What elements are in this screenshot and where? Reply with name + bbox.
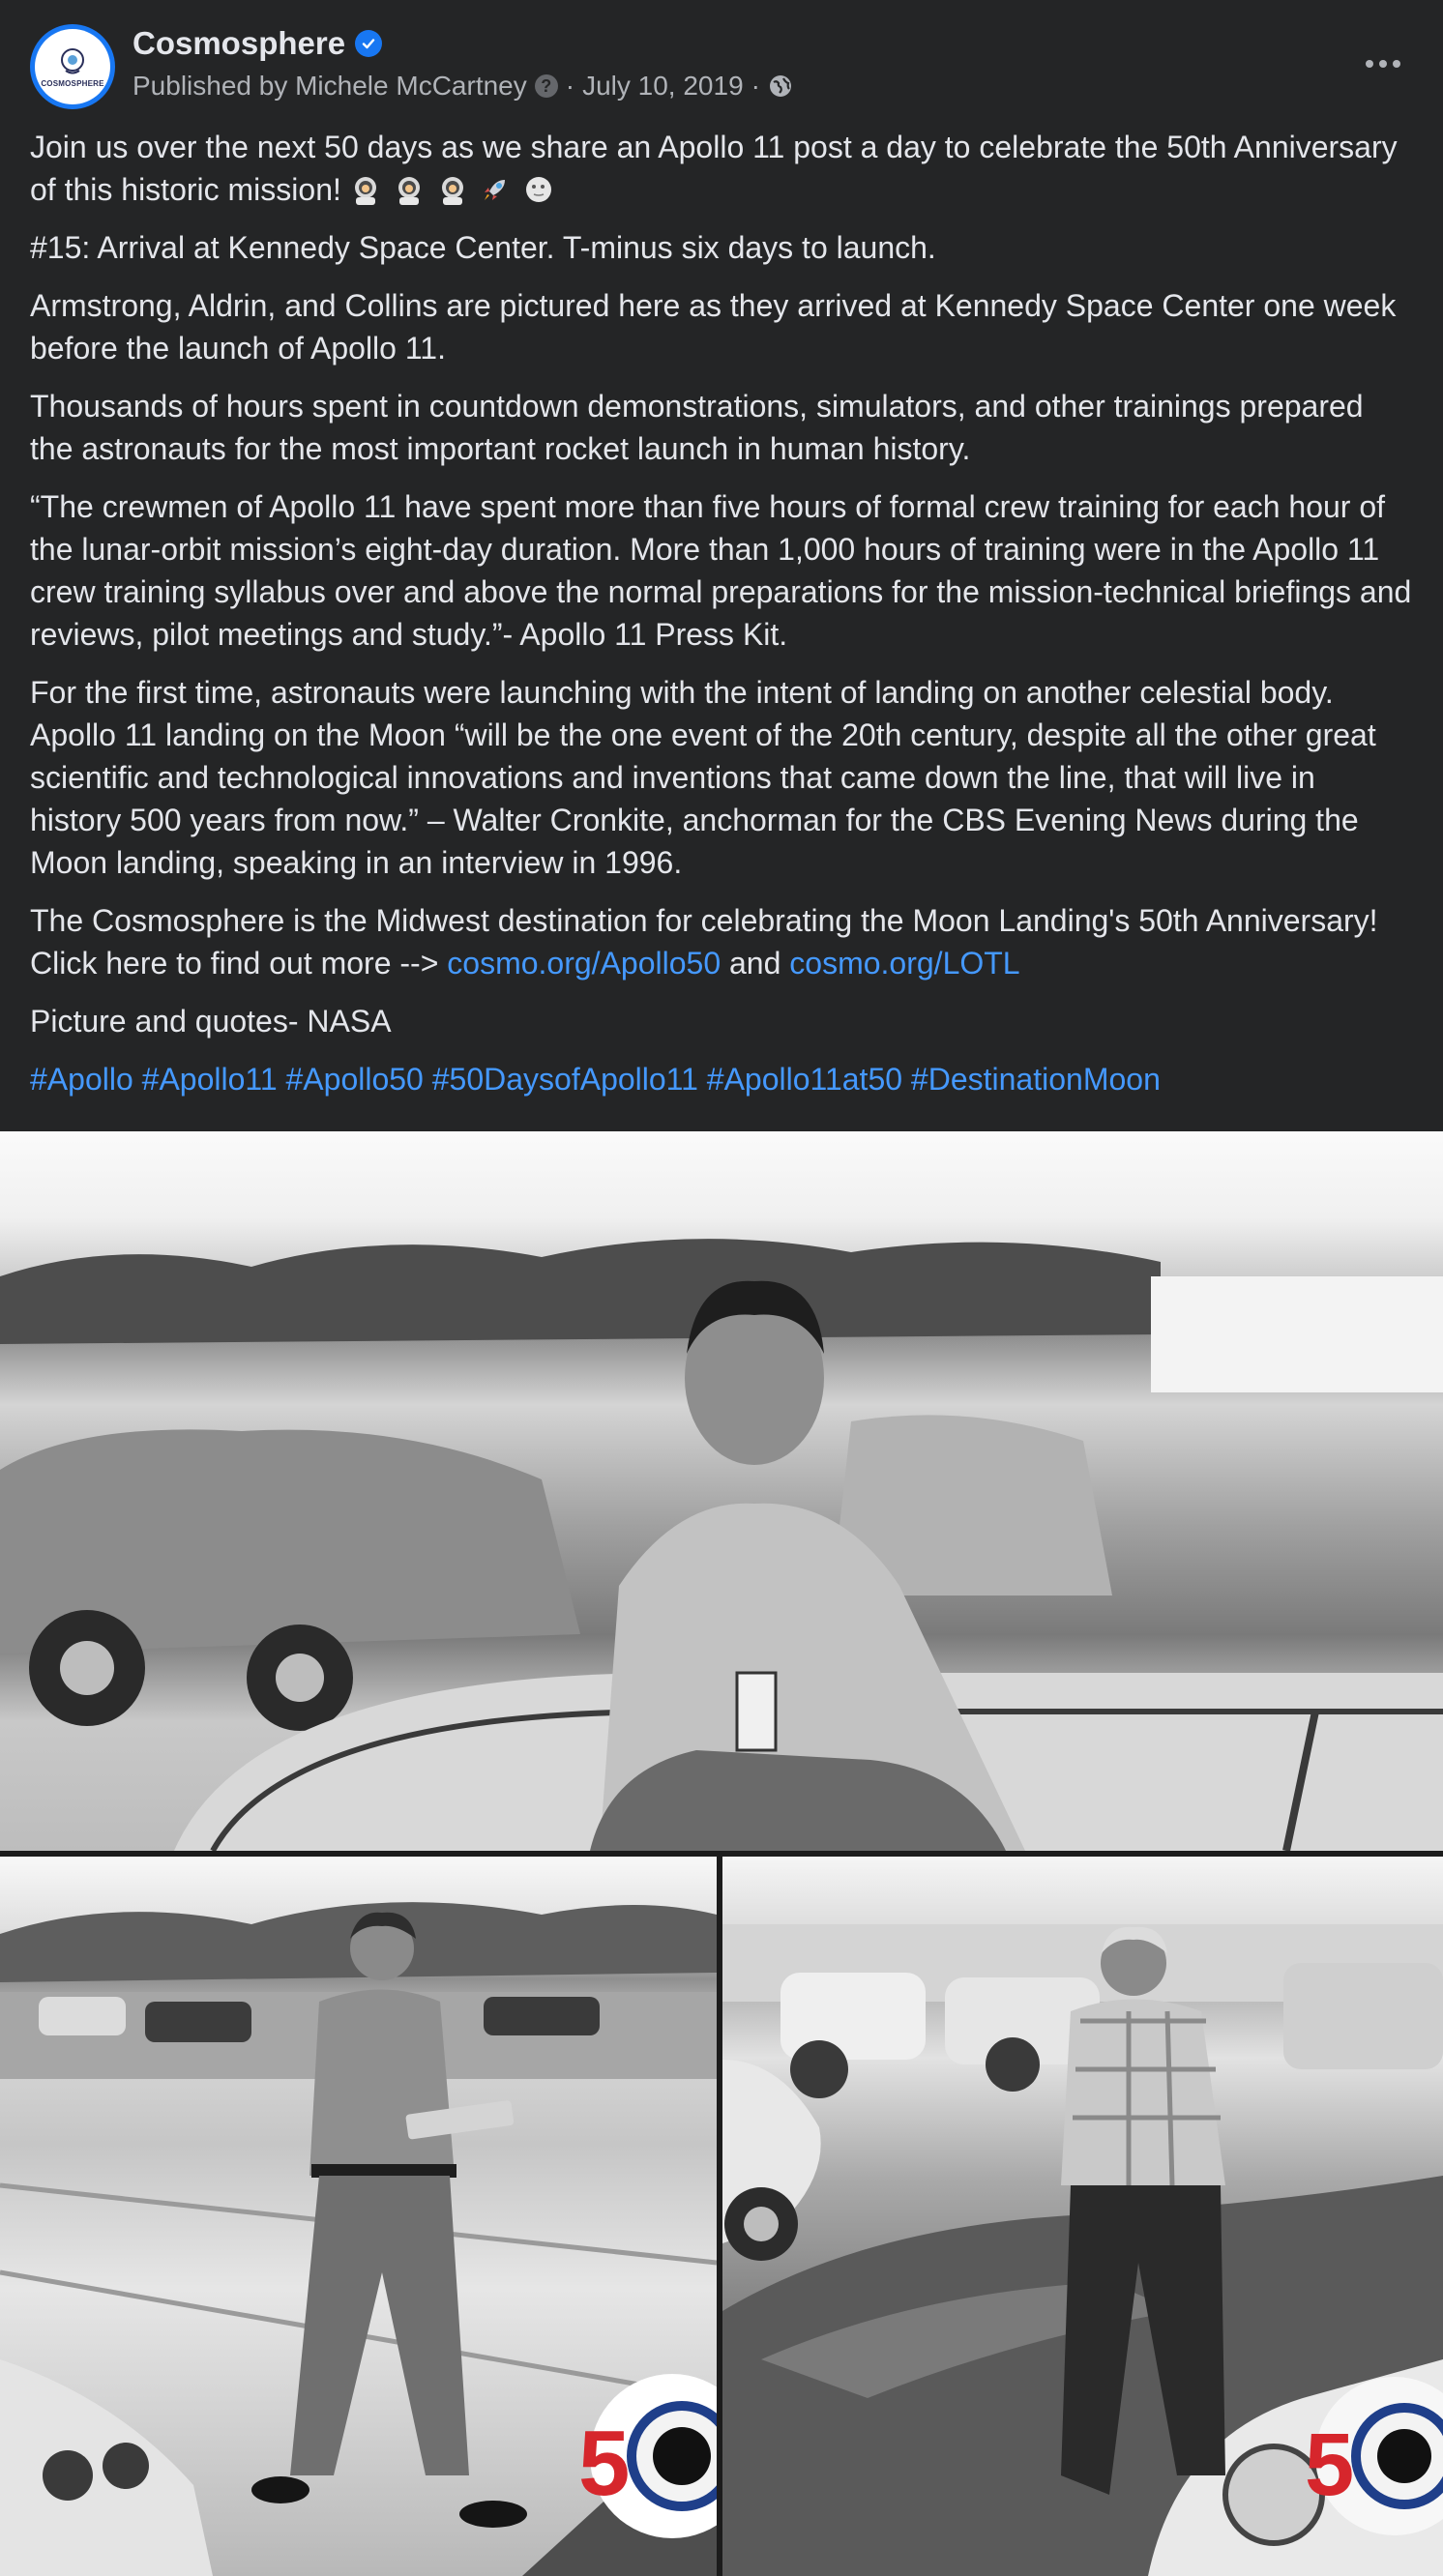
- paragraph-6: For the first time, astronauts were launching with the intent of landing on another celestial body. Apollo 11 landing on the Moon “will be the one event of the 20th century, despite all the other great scientific and technological innovations and inventions that came down the line, that will live in history 500 years from now.” – Walter Cronkite, anchorman for the CBS Evening News during the Moon landing, speaking in an interview in 1996.: [30, 675, 1376, 880]
- post-message: [30, 126, 1413, 1116]
- lotl-link[interactable]: cosmo.org/LOTL: [789, 946, 1020, 981]
- meta-separator-2: ·: [751, 71, 760, 101]
- paragraph-7-prefix: The Cosmosphere is the Midwest destination for celebrating the Moon Landing's 50th Anniversary! Click here to find out more -->: [30, 903, 1378, 981]
- avatar-wordmark: COSMOSPHERE: [41, 79, 104, 88]
- intro-text: Join us over the next 50 days as we share an Apollo 11 post a day to celebrate the 50th Anniversary of this historic mission!: [30, 130, 1398, 207]
- hashtag-apollo11[interactable]: #Apollo11: [141, 1062, 278, 1097]
- aldrin-photo-image: [722, 1857, 1443, 2576]
- emoji-row: [350, 172, 559, 207]
- paragraph-7: [30, 899, 1413, 984]
- cosmosphere-logo-icon: [56, 45, 89, 78]
- hashtag-apollo50[interactable]: #Apollo50: [285, 1062, 424, 1097]
- photo-collins[interactable]: [0, 1131, 1443, 1851]
- avatar-logo: [35, 29, 110, 104]
- post-meta: [133, 71, 793, 102]
- post-date-link[interactable]: July 10, 2019: [582, 71, 744, 101]
- paragraph-3: Armstrong, Aldrin, and Collins are pictured here as they arrived at Kennedy Space Center one week before the launch of Apollo 11.: [30, 288, 1397, 366]
- anniversary-five-label: 5: [1305, 2415, 1355, 2514]
- paragraph-intro: [30, 126, 1413, 211]
- hashtags-row: [30, 1058, 1413, 1100]
- hashtag-destinationmoon[interactable]: #DestinationMoon: [910, 1062, 1161, 1097]
- post-header: [0, 0, 1443, 126]
- page-avatar[interactable]: [30, 24, 115, 109]
- photo-aldrin[interactable]: [722, 1857, 1443, 2576]
- rocket-emoji-icon: [480, 174, 511, 205]
- paragraph-4: Thousands of hours spent in countdown demonstrations, simulators, and other trainings prepared the astronauts for the most important rocket launch in human history.: [30, 389, 1364, 466]
- hashtag-50daysofapollo11[interactable]: #50DaysofApollo11: [431, 1062, 698, 1097]
- dot-icon: [1379, 60, 1387, 68]
- question-mark-icon[interactable]: ?: [535, 74, 558, 98]
- collins-photo-image: [0, 1131, 1443, 1851]
- hashtag-apollo11at50[interactable]: #Apollo11at50: [706, 1062, 903, 1097]
- astronaut-emoji-icon: [350, 174, 381, 205]
- photo-armstrong[interactable]: [0, 1857, 717, 2576]
- apollo50-link[interactable]: cosmo.org/Apollo50: [447, 946, 722, 981]
- anniversary-five-label: 5: [578, 2412, 631, 2515]
- dot-icon: [1393, 60, 1400, 68]
- paragraph-2: #15: Arrival at Kennedy Space Center. T-minus six days to launch.: [30, 230, 936, 265]
- page-name-link[interactable]: Cosmosphere: [133, 25, 346, 61]
- astronaut-emoji-icon: [394, 174, 425, 205]
- armstrong-photo-image: [0, 1857, 717, 2576]
- paragraph-5: “The crewmen of Apollo 11 have spent more than five hours of formal crew training for each hour of the lunar-orbit mission’s eight-day duration. More than 1,000 hours of training were in the Apollo 11 crew training syllabus over and above the normal preparations for the mission-technical briefings and reviews, pilot meetings and study.”- Apollo 11 Press Kit.: [30, 489, 1412, 652]
- meta-separator: ·: [565, 71, 575, 101]
- page-name-row: [133, 25, 382, 62]
- hashtag-apollo[interactable]: #Apollo: [30, 1062, 133, 1097]
- astronaut-emoji-icon: [437, 174, 468, 205]
- globe-icon[interactable]: [768, 73, 793, 99]
- full-moon-emoji-icon: [523, 174, 554, 205]
- photo-grid: [0, 1131, 1443, 2576]
- dot-icon: [1366, 60, 1373, 68]
- paragraph-7-mid: and: [721, 946, 790, 981]
- more-options-button[interactable]: [1354, 46, 1412, 81]
- published-by: Published by Michele McCartney: [133, 71, 527, 101]
- verified-badge-icon: [355, 30, 382, 57]
- paragraph-8: Picture and quotes- NASA: [30, 1004, 392, 1039]
